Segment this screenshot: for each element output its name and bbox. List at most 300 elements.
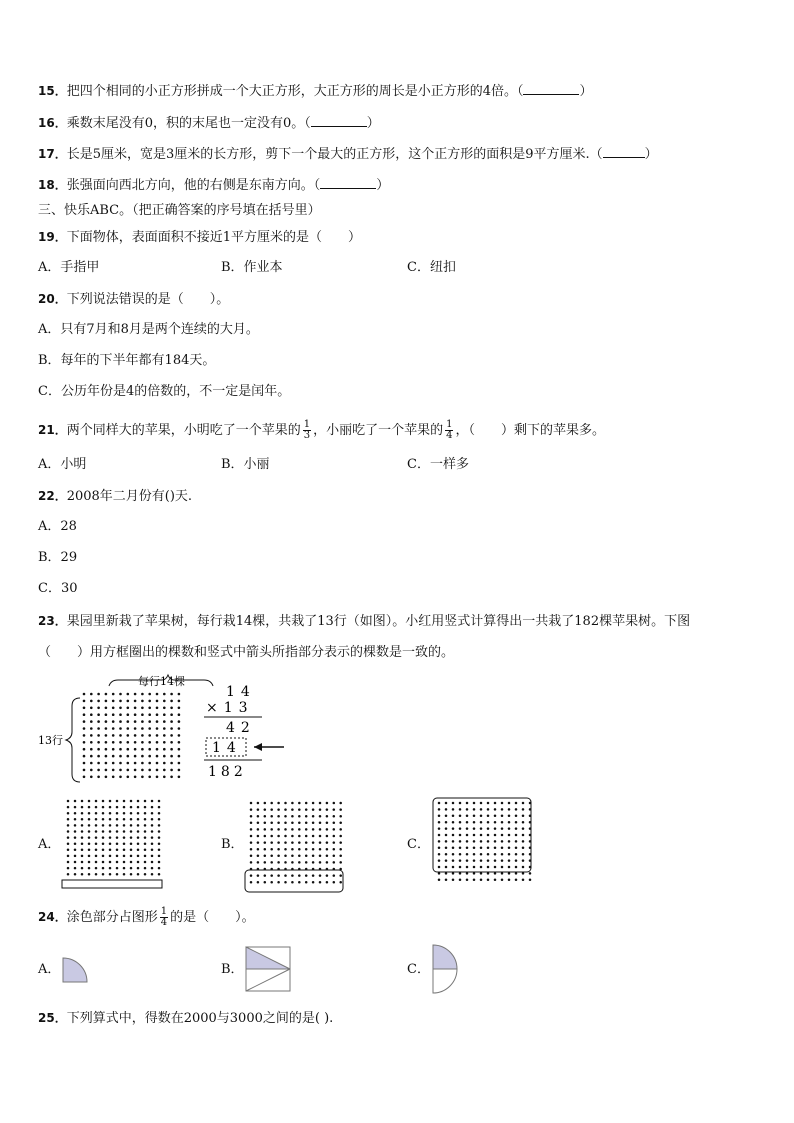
tree-dot [339,841,342,844]
tree-dot [522,879,525,882]
tree-dot [501,840,504,843]
tree-dot [339,855,342,858]
tree-dot [459,853,462,856]
tree-dot [102,818,105,821]
tree-dot [102,855,105,858]
tree-dot [127,776,130,779]
tree-dot [326,835,329,838]
tree-dot [522,853,525,856]
tree-dot [134,727,137,730]
tree-dot [270,835,273,838]
option-a[interactable]: A． [38,962,61,977]
tree-dot [144,867,147,870]
question-text: 把四个相同的小正方形拼成一个大正方形，大正方形的周长是小正方形的4倍。（ [66,84,524,99]
tree-dot [291,835,294,838]
tree-dot [494,815,497,818]
tree-dot [102,800,105,803]
tree-dot [480,872,483,875]
tree-dot [508,866,511,869]
tree-dot [144,830,147,833]
option-c[interactable]: C． [407,962,430,977]
tree-dot [163,693,166,696]
tree-dot [105,755,108,758]
tree-dot [445,815,448,818]
option-b[interactable]: B．小丽 [221,457,270,472]
tree-dot [127,734,130,737]
tree-dot [116,812,119,815]
tree-dot [119,755,122,758]
tree-dot [312,874,315,877]
tree-dot [270,815,273,818]
option-c[interactable]: C．纽扣 [407,260,456,275]
tree-dot [487,834,490,837]
tree-dot [116,855,119,858]
tree-dot [105,769,108,772]
tree-dot [333,841,336,844]
tree-dot [305,802,308,805]
tree-dot [90,741,93,744]
tree-dot [501,808,504,811]
tree-dot [83,769,86,772]
option-b[interactable]: B． [221,837,244,852]
tree-dot [298,828,301,831]
tree-dot [74,830,77,833]
tree-dot [270,841,273,844]
tree-dot [326,855,329,858]
tree-dot [466,866,469,869]
tree-dot [445,853,448,856]
tree-dot [151,818,154,821]
tree-dot [466,853,469,856]
vertical-multiplication [196,682,296,782]
tree-dot [116,818,119,821]
tree-dot [163,769,166,772]
tree-dot [277,855,280,858]
tree-dot [163,741,166,744]
tree-dot [178,776,181,779]
tree-dot [501,866,504,869]
bracket-close: ） [579,84,593,99]
tree-dot [74,873,77,876]
tree-dot [257,808,260,811]
tree-dot [109,867,112,870]
tree-dot [67,824,70,827]
tree-dot [144,800,147,803]
tree-dot [522,859,525,862]
tree-dot [105,693,108,696]
tree-dot [97,755,100,758]
tree-dot [515,872,518,875]
tree-dot [291,861,294,864]
tree-dot [123,873,126,876]
tree-dot [95,849,98,852]
tree-dot [452,840,455,843]
calc-row-5: 182 [208,764,247,780]
tree-dot [97,741,100,744]
question-text: 2008年二月份有()天. [66,489,193,504]
tree-dot [333,874,336,877]
tree-dot [112,776,115,779]
tree-dot [326,815,329,818]
tree-dot [487,802,490,805]
tree-dot [494,859,497,862]
tree-dot [264,855,267,858]
tree-dot [148,755,151,758]
tree-dot [130,830,133,833]
tree-dot [97,720,100,723]
tree-dot [90,713,93,716]
tree-dot [305,881,308,884]
tree-dot [137,861,140,864]
bracket-close: ） [366,116,380,131]
tree-dot [522,872,525,875]
tree-dot [284,848,287,851]
tree-dot [144,818,147,821]
tree-dot [170,769,173,772]
question-number: 25． [38,1011,67,1025]
tree-dot [319,835,322,838]
tree-dot [163,727,166,730]
tree-dot [257,874,260,877]
tree-dot [67,836,70,839]
option-a[interactable]: A．28 [38,519,77,534]
tree-dot [319,855,322,858]
tree-dot [459,872,462,875]
tree-dot [81,824,84,827]
tree-dot [170,720,173,723]
tree-dot [158,849,161,852]
tree-dot [445,821,448,824]
tree-dot [163,755,166,758]
tree-dot [522,834,525,837]
tree-dot [339,815,342,818]
tree-dot [90,707,93,710]
option-c-figure[interactable] [430,796,536,894]
tree-dot [97,762,100,765]
question-text: ，（ ）剩下的苹果多。 [455,423,605,438]
tree-dot [141,776,144,779]
tree-dot [501,821,504,824]
tree-dot [151,873,154,876]
tree-dot [298,848,301,851]
tree-dot [88,842,91,845]
tree-dot [127,748,130,751]
tree-dot [326,828,329,831]
option-b[interactable]: B．每年的下半年都有184天。 [38,353,216,368]
tree-dot [105,762,108,765]
tree-dot [445,866,448,869]
tree-dot [319,874,322,877]
tree-dot [333,855,336,858]
tree-dot [141,734,144,737]
tree-dot [515,808,518,811]
section-heading: 三、快乐ABC。（把正确答案的序号填在括号里） [38,203,321,218]
tree-dot [312,828,315,831]
tree-dot [473,853,476,856]
tree-dot [480,821,483,824]
answer-blank[interactable] [603,145,645,158]
tree-dot [480,879,483,882]
tree-dot [170,776,173,779]
tree-dot [151,800,154,803]
tree-dot [438,872,441,875]
tree-dot [438,879,441,882]
top-label: 每行14棵 [138,675,185,688]
tree-dot [250,822,253,825]
tree-dot [141,720,144,723]
question-number: 18． [38,178,67,192]
option-c[interactable]: C． [407,837,430,852]
tree-dot [508,827,511,830]
highlight-box [245,870,343,892]
tree-dot [339,822,342,825]
tree-dot [163,748,166,751]
question-23 [38,612,690,631]
tree-dot [284,802,287,805]
tree-dot [123,818,126,821]
option-b[interactable]: B．作业本 [221,260,283,275]
tree-dot [163,734,166,737]
tree-dot [88,800,91,803]
tree-dot [312,855,315,858]
tree-dot [178,762,181,765]
tree-dot [284,822,287,825]
tree-dot [102,861,105,864]
tree-dot [105,720,108,723]
tree-dot [326,808,329,811]
tree-dot [156,693,159,696]
tree-dot [95,824,98,827]
option-c[interactable]: C．公历年份是4的倍数的，不一定是闰年。 [38,384,291,399]
answer-blank[interactable] [311,114,367,127]
tree-dot [529,879,532,882]
tree-dot [95,818,98,821]
tree-dot [109,806,112,809]
tree-dot [137,855,140,858]
tree-dot [291,855,294,858]
tree-dot [119,720,122,723]
question-number: 17． [38,147,67,161]
tree-dot [170,693,173,696]
highlight-box [62,880,162,888]
tree-dot [88,861,91,864]
tree-dot [156,727,159,730]
tree-dot [109,830,112,833]
tree-dot [130,861,133,864]
tree-dot [127,727,130,730]
tree-dot [116,867,119,870]
option-a[interactable]: A．只有7月和8月是两个连续的大月。 [38,322,259,337]
tree-dot [312,815,315,818]
question-text: 张强面向西北方向，他的右侧是东南方向。（ [66,178,321,193]
tree-dot [67,800,70,803]
tree-dot [305,874,308,877]
tree-dot [90,748,93,751]
tree-dot [466,827,469,830]
option-b-figure[interactable] [243,798,347,896]
tree-dot [298,822,301,825]
arrow-head-icon [254,743,262,751]
tree-dot [515,840,518,843]
tree-dot [291,881,294,884]
tree-dot [326,822,329,825]
tree-dot [438,859,441,862]
tree-dot [257,822,260,825]
tree-dot [264,808,267,811]
tree-dot [459,821,462,824]
option-b[interactable]: B．29 [38,550,78,565]
tree-dot [127,741,130,744]
tree-dot [74,818,77,821]
tree-dot [83,727,86,730]
question-15 [38,82,593,101]
question-number: 21． [38,423,67,437]
tree-dot [339,881,342,884]
tree-dot [163,776,166,779]
question-number: 19． [38,230,67,244]
tree-dot [277,835,280,838]
tree-dot [250,808,253,811]
tree-dot [459,808,462,811]
tree-dot [170,707,173,710]
question-17 [38,145,658,164]
option-a-figure[interactable] [60,796,166,892]
tree-dot [127,762,130,765]
tree-dot [105,707,108,710]
tree-dot [134,734,137,737]
question-text: 的是（ ）。 [170,910,255,925]
tree-dot [81,812,84,815]
tree-dot [459,827,462,830]
option-a-shape[interactable] [60,955,90,983]
tree-dot [501,879,504,882]
tree-dot [105,713,108,716]
option-a[interactable]: A．小明 [38,457,87,472]
tree-dot [105,727,108,730]
tree-dot [459,802,462,805]
tree-dot [148,727,151,730]
tree-dot [116,830,119,833]
tree-dot [88,855,91,858]
tree-dot [127,700,130,703]
tree-dot [81,867,84,870]
tree-dot [250,815,253,818]
tree-dot [270,822,273,825]
tree-dot [466,802,469,805]
tree-dot [515,847,518,850]
tree-dot [130,855,133,858]
tree-dot [487,872,490,875]
tree-dot [151,849,154,852]
answer-blank[interactable] [523,82,579,95]
tree-dot [158,867,161,870]
option-c-shape[interactable] [430,944,460,994]
tree-dot [130,873,133,876]
tree-dot [284,861,287,864]
tree-dot [148,720,151,723]
tree-dot [312,808,315,811]
tree-dot [473,879,476,882]
tree-dot [97,727,100,730]
tree-dot [466,840,469,843]
tree-dot [90,769,93,772]
option-c[interactable]: C．一样多 [407,457,469,472]
tree-dot [312,835,315,838]
option-a[interactable]: A． [38,837,61,852]
tree-dot [88,818,91,821]
tree-dot [298,881,301,884]
tree-dot [291,802,294,805]
tree-dot [473,834,476,837]
tree-dot [163,700,166,703]
option-b-shape[interactable] [245,946,293,992]
tree-dot [88,849,91,852]
tree-dot [148,741,151,744]
tree-dot [459,847,462,850]
tree-dot [74,812,77,815]
tree-dot [148,707,151,710]
tree-dot [95,873,98,876]
bracket-close: ） [376,178,390,193]
tree-dot [264,861,267,864]
option-b[interactable]: B． [221,962,244,977]
option-c[interactable]: C．30 [38,581,78,596]
calc-row-2: ×13 [206,700,254,716]
tree-dot [112,741,115,744]
tree-dot [112,769,115,772]
question-number: 20． [38,292,67,306]
answer-blank[interactable] [320,176,376,189]
question-text: 乘数末尾没有0，积的末尾也一定没有0。（ [66,116,311,131]
tree-dot [178,741,181,744]
tree-dot [158,830,161,833]
tree-dot [438,815,441,818]
tree-dot [105,700,108,703]
tree-dot [438,853,441,856]
tree-dot [452,827,455,830]
tree-dot [264,848,267,851]
tree-dot [88,867,91,870]
option-a[interactable]: A．手指甲 [38,260,100,275]
tree-dot [508,847,511,850]
tree-dot [250,828,253,831]
tree-dot [158,873,161,876]
tree-dot [257,848,260,851]
tree-dot [445,840,448,843]
tree-dot [445,859,448,862]
tree-dot [284,881,287,884]
tree-dot [137,818,140,821]
tree-dot [81,861,84,864]
tree-dot [74,861,77,864]
tree-dot [81,818,84,821]
tree-dot [452,847,455,850]
tree-dot [480,847,483,850]
tree-dot [134,700,137,703]
tree-dot [438,866,441,869]
tree-dot [144,836,147,839]
numerator: 1 [160,906,168,917]
tree-dot [102,836,105,839]
tree-dot [119,693,122,696]
tree-dot [501,815,504,818]
tree-dot [339,828,342,831]
tree-dot [148,700,151,703]
tree-dot [480,834,483,837]
tree-dot [97,693,100,696]
tree-dot [137,824,140,827]
question-21 [38,418,605,443]
